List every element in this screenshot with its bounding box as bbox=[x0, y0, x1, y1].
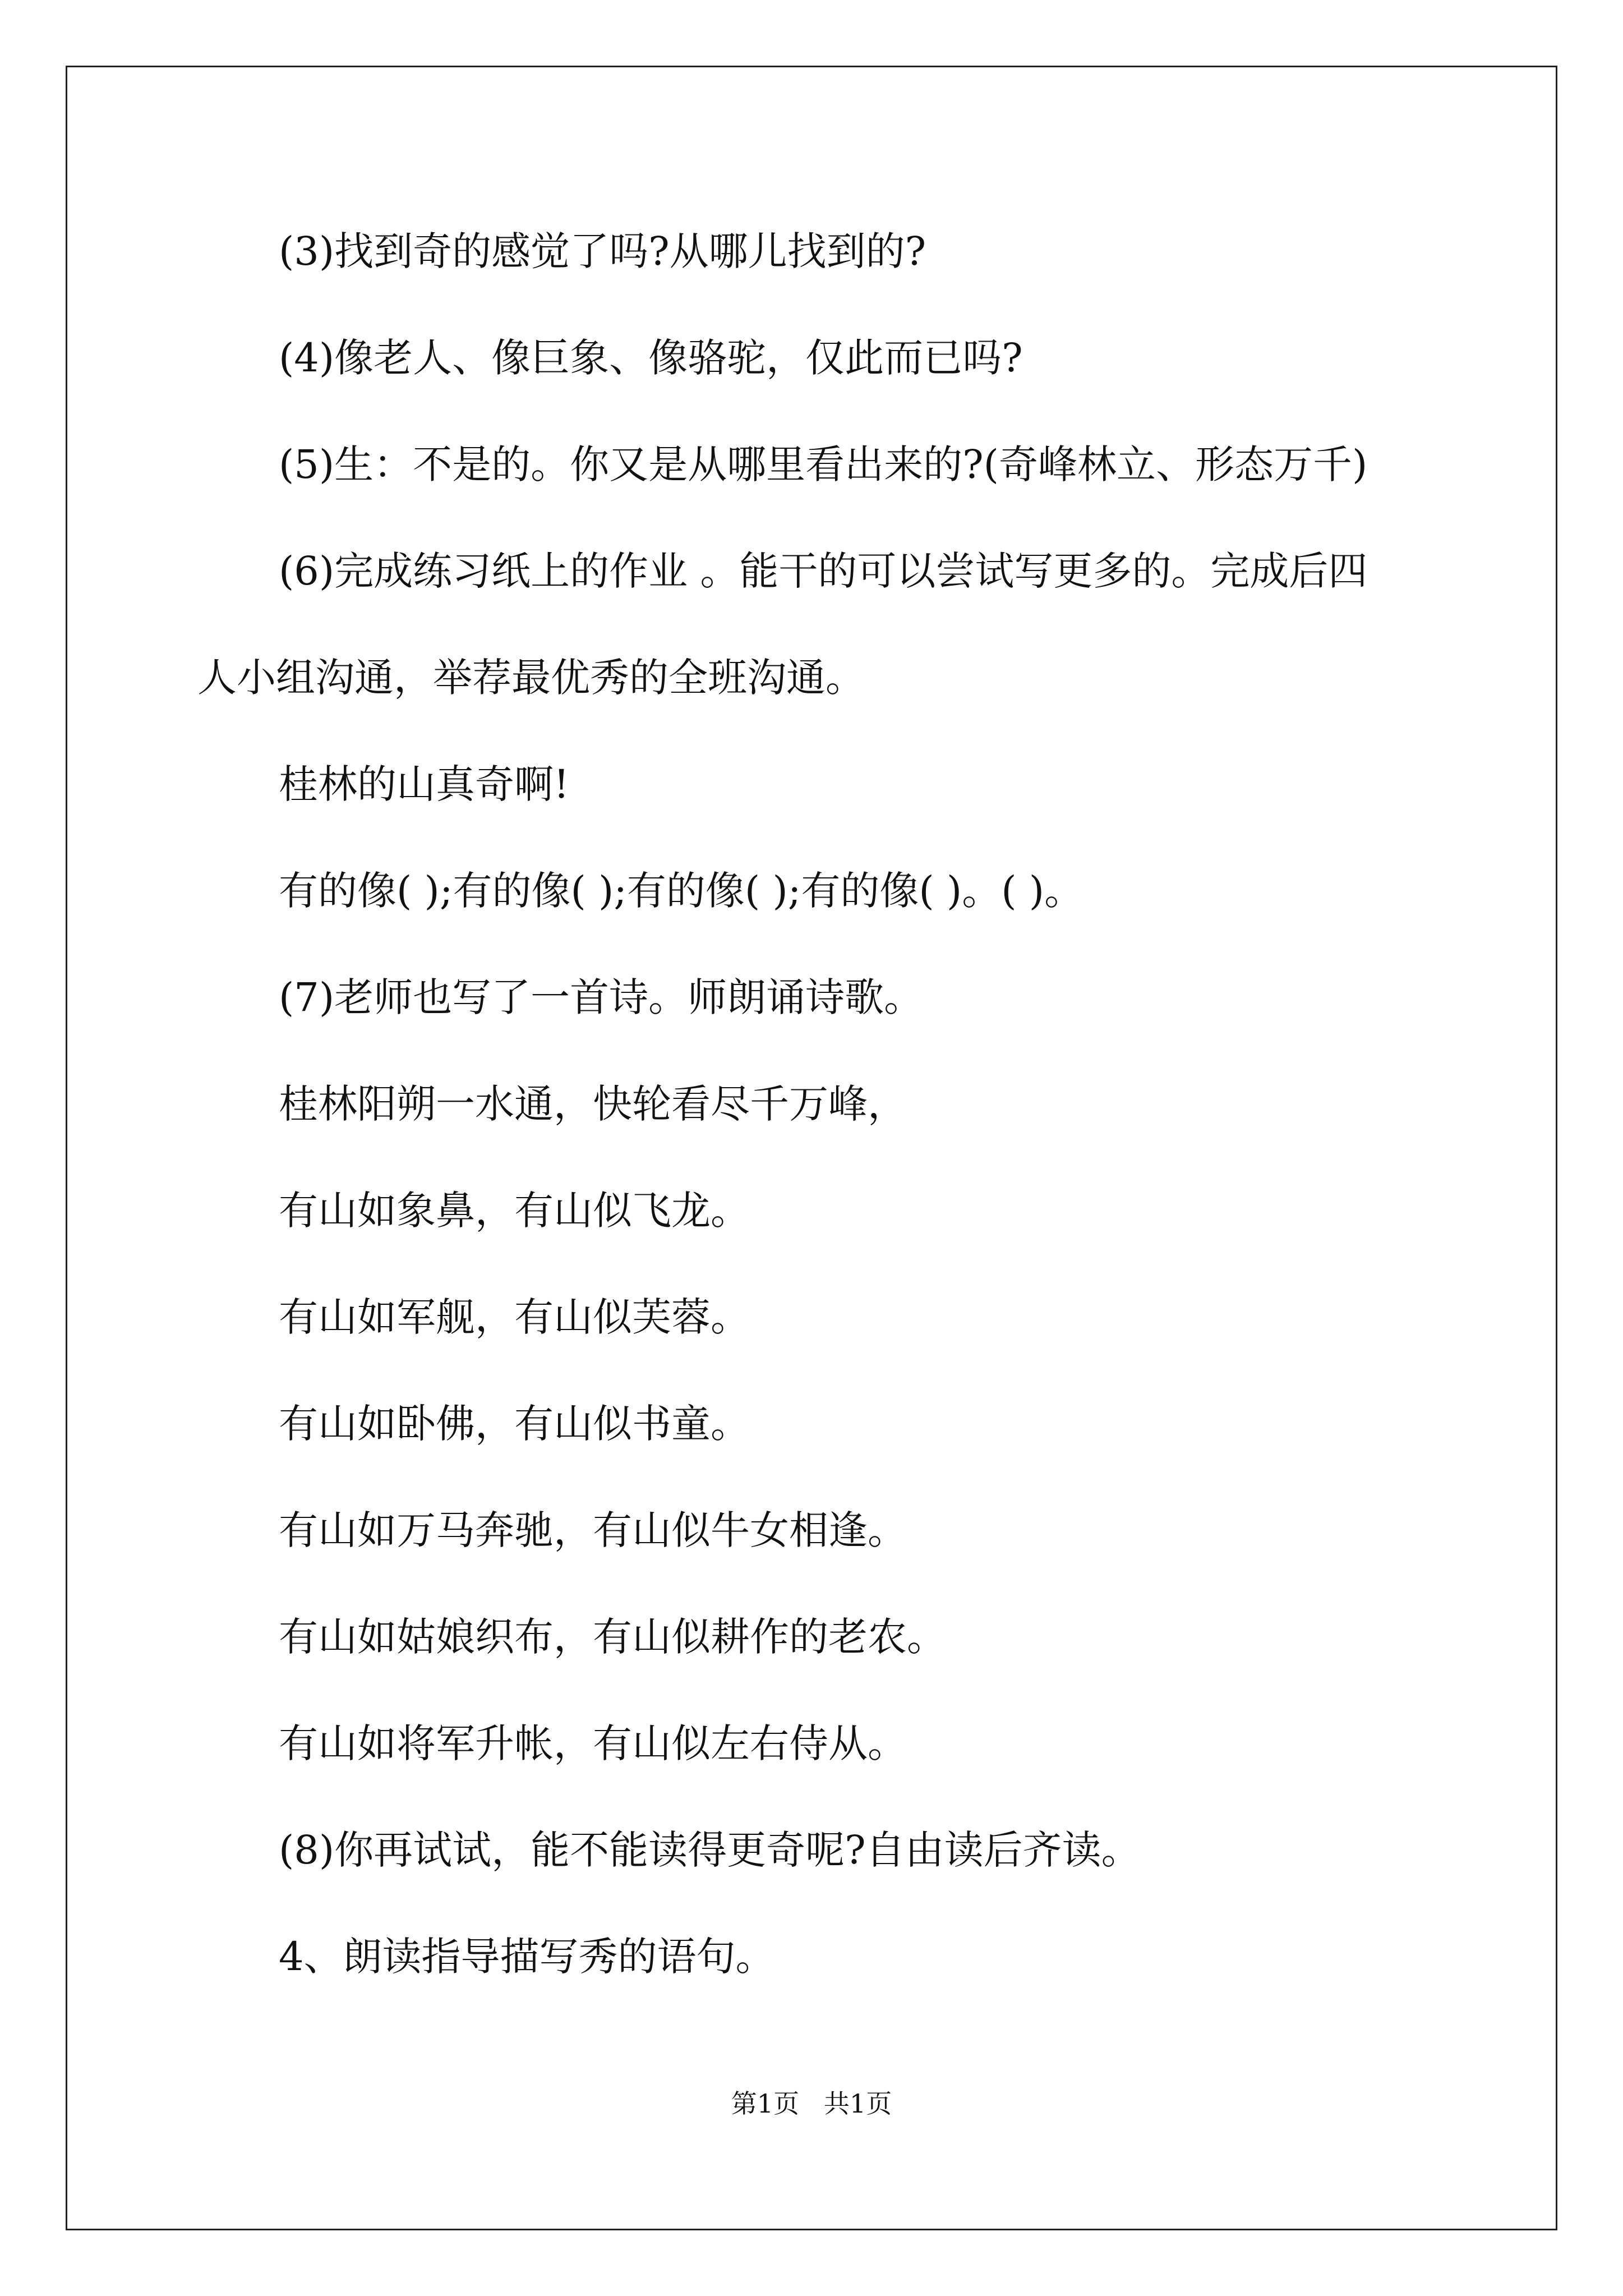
text-line-16: (8)你再试试，能不能读得更奇呢?自由读后齐读。 bbox=[279, 1827, 1141, 1873]
text-line-14: 有山如姑娘织布，有山似耕作的老农。 bbox=[279, 1614, 946, 1660]
text-line-15: 有山如将军升帐，有山似左右侍从。 bbox=[279, 1720, 907, 1766]
text-line-7: 有的像( );有的像( );有的像( );有的像( )。( )。 bbox=[279, 868, 1084, 914]
text-line-12: 有山如卧佛，有山似书童。 bbox=[279, 1401, 750, 1447]
text-line-8: (7)老师也写了一首诗。师朗诵诗歌。 bbox=[279, 974, 924, 1020]
text-line-17: 4、朗读指导描写秀的语句。 bbox=[279, 1934, 775, 1980]
text-line-9: 桂林阳朔一水通，快轮看尽千万峰， bbox=[279, 1081, 907, 1127]
text-line-11: 有山如军舰，有山似芙蓉。 bbox=[279, 1294, 750, 1340]
text-line-4: (6)完成练习纸上的作业 。能干的可以尝试写更多的。完成后四 bbox=[279, 548, 1368, 594]
page-border bbox=[66, 66, 1557, 2230]
text-line-1: (3)找到奇的感觉了吗?从哪儿找到的? bbox=[279, 228, 926, 274]
text-line-3: (5)生：不是的。你又是从哪里看出来的?(奇峰林立、形态万千) bbox=[279, 441, 1368, 487]
text-line-2: (4)像老人、像巨象、像骆驼，仅此而已吗? bbox=[279, 335, 1023, 381]
page-footer: 第1页 共1页 bbox=[731, 2088, 892, 2119]
text-line-6: 桂林的山真奇啊! bbox=[279, 761, 570, 807]
text-line-10: 有山如象鼻，有山似飞龙。 bbox=[279, 1188, 750, 1234]
text-line-5: 人小组沟通，举荐最优秀的全班沟通。 bbox=[197, 655, 865, 701]
text-line-13: 有山如万马奔驰，有山似牛女相逢。 bbox=[279, 1507, 907, 1553]
